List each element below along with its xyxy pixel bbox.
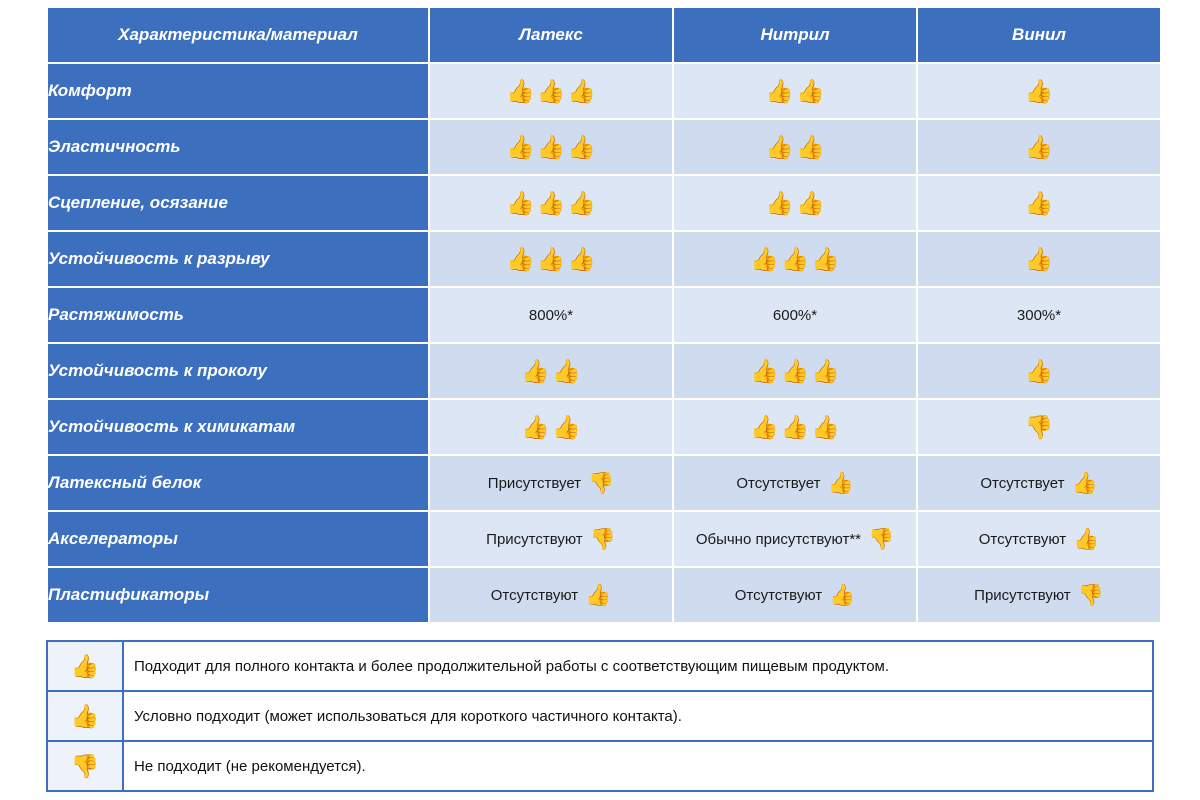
rating-icons: [918, 357, 1160, 384]
rating-icons: [674, 357, 916, 384]
legend-table: [46, 640, 1154, 792]
thumbs-up-icon: 👍: [765, 133, 794, 160]
table-cell: [674, 456, 916, 510]
table-cell: [430, 568, 672, 622]
table-cell: [918, 512, 1160, 566]
legend-icon-cell: [47, 641, 123, 691]
thumbs-up-icon: 👍: [1024, 357, 1054, 384]
legend-icon-cell: [47, 691, 123, 741]
rating-icons: [918, 133, 1160, 160]
table-cell: [918, 568, 1160, 622]
cell-value: Отсутствуют: [978, 530, 1067, 548]
table-cell: [918, 400, 1160, 454]
value-text-wrap: [918, 308, 1160, 323]
table-cell: [430, 456, 672, 510]
thumbs-up-icon: 👍: [1024, 245, 1054, 272]
legend-row: [47, 741, 1153, 791]
table-cell: [918, 232, 1160, 286]
table-cell: [918, 456, 1160, 510]
value-with-icon: [430, 529, 672, 550]
table-cell: [674, 232, 916, 286]
thumbs-up-icon: 👍: [567, 133, 596, 160]
table-row: [48, 64, 1160, 118]
table-cell: [674, 120, 916, 174]
thumbs-up-icon: 👍: [811, 245, 840, 272]
row-label: Эластичность: [48, 120, 428, 174]
rating-icons: [430, 77, 672, 104]
table-cell: [430, 288, 672, 342]
table-cell: [430, 344, 672, 398]
thumbs-up-icon: 👍: [536, 77, 566, 104]
legend-icon-cell: [47, 741, 123, 791]
row-label: Устойчивость к химикатам: [48, 400, 428, 454]
table-cell: [674, 288, 916, 342]
table-cell: [918, 288, 1160, 342]
value-with-icon: [918, 473, 1160, 494]
value-with-icon: [430, 585, 672, 606]
thumbs-up-icon: 👍: [567, 77, 596, 104]
rating-icons: [918, 413, 1160, 440]
table-row: [48, 176, 1160, 230]
value-with-icon: [430, 473, 672, 494]
table-cell: [674, 344, 916, 398]
rating-icons: [674, 245, 916, 272]
rating-icons: [430, 245, 672, 272]
table-cell: [674, 64, 916, 118]
thumbs-up-icon: 👍: [1071, 471, 1098, 495]
table-cell: [430, 120, 672, 174]
thumbs-up-icon: 👍: [567, 189, 596, 216]
rating-icons: [674, 133, 916, 160]
rating-icons: [430, 133, 672, 160]
thumbs-down-icon: 👎: [70, 752, 100, 779]
rating-icons: [918, 77, 1160, 104]
table-row: [48, 120, 1160, 174]
table-row: [48, 344, 1160, 398]
table-row: [48, 568, 1160, 622]
table-row: [48, 456, 1160, 510]
thumbs-down-icon: 👎: [1077, 583, 1104, 607]
cell-value: Отсутствуют: [734, 586, 823, 604]
thumbs-up-icon: 👍: [536, 133, 566, 160]
cell-value: Отсутствует: [980, 474, 1065, 492]
table-header-row: [48, 8, 1160, 62]
thumbs-down-icon: 👎: [868, 527, 895, 551]
header-vinyl: Винил: [918, 8, 1160, 62]
value-with-icon: [918, 585, 1160, 606]
cell-value: Присутствует: [487, 474, 582, 492]
table-cell: [918, 120, 1160, 174]
thumbs-up-icon: 👍: [552, 357, 581, 384]
header-nitrile: Нитрил: [674, 8, 916, 62]
cell-value: Обычно присутствуют**: [695, 530, 861, 548]
thumbs-up-icon: 👍: [827, 471, 854, 495]
thumbs-up-icon: 👍: [567, 245, 596, 272]
legend-row: [47, 691, 1153, 741]
rating-icons: [430, 357, 672, 384]
table-cell: [918, 64, 1160, 118]
thumbs-up-icon: 👍: [750, 413, 779, 440]
row-label: Комфорт: [48, 64, 428, 118]
materials-comparison-table: [46, 6, 1162, 624]
thumbs-up-icon: 👍: [70, 652, 100, 679]
thumbs-up-icon: 👍: [552, 413, 581, 440]
thumbs-conditional-icon: 👍: [70, 702, 100, 729]
table-cell: [674, 568, 916, 622]
value-text-wrap: [430, 308, 672, 323]
thumbs-down-icon: 👎: [1024, 413, 1054, 440]
header-latex: Латекс: [430, 8, 672, 62]
thumbs-up-icon: 👍: [765, 189, 794, 216]
thumbs-up-icon: 👍: [1024, 189, 1054, 216]
thumbs-up-icon: 👍: [536, 245, 566, 272]
cell-value: 800%*: [528, 306, 574, 324]
thumbs-up-icon: 👍: [506, 189, 535, 216]
thumbs-down-icon: 👎: [589, 527, 616, 551]
value-with-icon: [918, 529, 1160, 550]
row-label: Устойчивость к разрыву: [48, 232, 428, 286]
thumbs-up-icon: 👍: [506, 133, 535, 160]
thumbs-down-icon: 👎: [588, 471, 615, 495]
thumbs-up-icon: 👍: [780, 413, 810, 440]
thumbs-up-icon: 👍: [521, 357, 550, 384]
row-label: Пластификаторы: [48, 568, 428, 622]
table-cell: [430, 512, 672, 566]
value-text-wrap: [674, 308, 916, 323]
cell-value: Присутствуют: [974, 586, 1071, 604]
header-characteristic: Характеристика/материал: [48, 8, 428, 62]
thumbs-up-icon: 👍: [811, 413, 840, 440]
thumbs-up-icon: 👍: [750, 357, 779, 384]
thumbs-up-icon: 👍: [811, 357, 840, 384]
rating-icons: [430, 189, 672, 216]
table-cell: [430, 64, 672, 118]
legend-description: Не подходит (не рекомендуется).: [123, 741, 1153, 791]
thumbs-up-icon: 👍: [780, 357, 810, 384]
rating-icons: [674, 189, 916, 216]
value-with-icon: [674, 585, 916, 606]
thumbs-up-icon: 👍: [1073, 527, 1100, 551]
thumbs-up-icon: 👍: [506, 245, 535, 272]
rating-icons: [674, 413, 916, 440]
table-row: [48, 232, 1160, 286]
value-with-icon: [674, 529, 916, 550]
table-cell: [918, 176, 1160, 230]
value-with-icon: [674, 473, 916, 494]
table-cell: [430, 400, 672, 454]
thumbs-up-icon: 👍: [1024, 133, 1054, 160]
rating-icons: [918, 189, 1160, 216]
thumbs-up-icon: 👍: [780, 245, 810, 272]
thumbs-up-icon: 👍: [829, 583, 856, 607]
rating-icons: [430, 413, 672, 440]
cell-value: Присутствуют: [486, 530, 583, 548]
row-label: Устойчивость к проколу: [48, 344, 428, 398]
thumbs-up-icon: 👍: [521, 413, 550, 440]
legend-body: [47, 641, 1153, 791]
thumbs-up-icon: 👍: [796, 189, 825, 216]
table-row: [48, 288, 1160, 342]
table-row: [48, 400, 1160, 454]
legend-row: [47, 641, 1153, 691]
table-cell: [430, 232, 672, 286]
thumbs-up-icon: 👍: [1024, 77, 1054, 104]
thumbs-up-icon: 👍: [796, 77, 825, 104]
table-body: [48, 64, 1160, 622]
thumbs-up-icon: 👍: [585, 583, 612, 607]
cell-value: 600%*: [772, 306, 818, 324]
cell-value: Отсутствует: [736, 474, 821, 492]
legend-description: Подходит для полного контакта и более продолжительной работы с соответствующим пищевым продуктом.: [123, 641, 1153, 691]
row-label: Сцепление, осязание: [48, 176, 428, 230]
table-cell: [674, 400, 916, 454]
row-label: Акселераторы: [48, 512, 428, 566]
row-label: Растяжимость: [48, 288, 428, 342]
table-row: [48, 512, 1160, 566]
table-cell: [674, 512, 916, 566]
thumbs-up-icon: 👍: [536, 189, 566, 216]
rating-icons: [674, 77, 916, 104]
table-cell: [674, 176, 916, 230]
cell-value: Отсутствуют: [490, 586, 579, 604]
thumbs-up-icon: 👍: [796, 133, 825, 160]
rating-icons: [918, 245, 1160, 272]
row-label: Латексный белок: [48, 456, 428, 510]
table-cell: [918, 344, 1160, 398]
cell-value: 300%*: [1016, 306, 1062, 324]
thumbs-up-icon: 👍: [750, 245, 779, 272]
table-cell: [430, 176, 672, 230]
legend-description: Условно подходит (может использоваться для короткого частичного контакта).: [123, 691, 1153, 741]
thumbs-up-icon: 👍: [506, 77, 535, 104]
thumbs-up-icon: 👍: [765, 77, 794, 104]
